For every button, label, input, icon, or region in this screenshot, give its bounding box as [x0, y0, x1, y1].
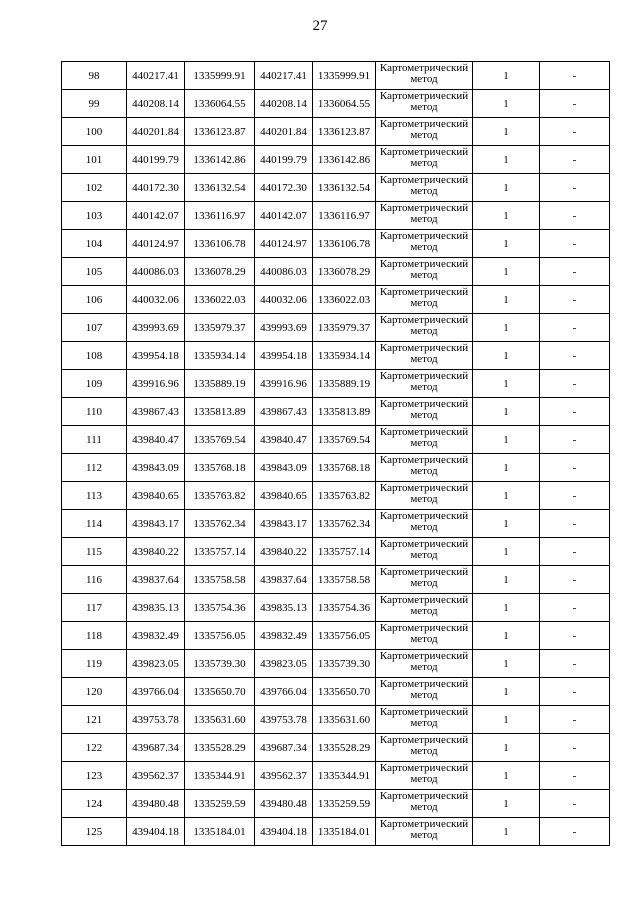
- accuracy-cell: 1: [473, 622, 540, 650]
- point-number-cell: 116: [62, 566, 127, 594]
- description-cell: -: [540, 286, 610, 314]
- accuracy-cell: 1: [473, 342, 540, 370]
- method-cell: Картометрический метод: [376, 818, 473, 846]
- table-row: [62, 230, 610, 258]
- y-existing-cell: 1335631.60: [185, 706, 255, 734]
- table-row: [62, 62, 610, 90]
- description-cell: -: [540, 426, 610, 454]
- coordinates-table: [61, 61, 610, 846]
- table-row: [62, 370, 610, 398]
- description-cell: -: [540, 174, 610, 202]
- accuracy-cell: 1: [473, 314, 540, 342]
- point-number-cell: 113: [62, 482, 127, 510]
- y-new-cell: 1336064.55: [313, 90, 376, 118]
- y-existing-cell: 1336022.03: [185, 286, 255, 314]
- description-cell: -: [540, 62, 610, 90]
- table-row: [62, 454, 610, 482]
- point-number-cell: 114: [62, 510, 127, 538]
- y-new-cell: 1336132.54: [313, 174, 376, 202]
- y-existing-cell: 1335757.14: [185, 538, 255, 566]
- y-existing-cell: 1335762.34: [185, 510, 255, 538]
- y-existing-cell: 1335650.70: [185, 678, 255, 706]
- x-existing-cell: 439687.34: [127, 734, 185, 762]
- x-new-cell: 439832.49: [255, 622, 313, 650]
- x-existing-cell: 439843.17: [127, 510, 185, 538]
- description-cell: -: [540, 790, 610, 818]
- x-new-cell: 440208.14: [255, 90, 313, 118]
- description-cell: -: [540, 370, 610, 398]
- method-cell: Картометрический метод: [376, 314, 473, 342]
- x-new-cell: 439916.96: [255, 370, 313, 398]
- x-existing-cell: 440172.30: [127, 174, 185, 202]
- x-new-cell: 439687.34: [255, 734, 313, 762]
- x-new-cell: 439837.64: [255, 566, 313, 594]
- y-existing-cell: 1335758.58: [185, 566, 255, 594]
- accuracy-cell: 1: [473, 426, 540, 454]
- point-number-cell: 110: [62, 398, 127, 426]
- x-existing-cell: 439954.18: [127, 342, 185, 370]
- point-number-cell: 102: [62, 174, 127, 202]
- description-cell: -: [540, 342, 610, 370]
- accuracy-cell: 1: [473, 510, 540, 538]
- description-cell: -: [540, 314, 610, 342]
- x-existing-cell: 439480.48: [127, 790, 185, 818]
- y-new-cell: 1336123.87: [313, 118, 376, 146]
- x-new-cell: 439835.13: [255, 594, 313, 622]
- method-cell: Картометрический метод: [376, 594, 473, 622]
- table-row: [62, 734, 610, 762]
- point-number-cell: 108: [62, 342, 127, 370]
- table-row: [62, 678, 610, 706]
- accuracy-cell: 1: [473, 594, 540, 622]
- y-new-cell: 1335259.59: [313, 790, 376, 818]
- table-row: [62, 790, 610, 818]
- y-new-cell: 1335344.91: [313, 762, 376, 790]
- y-existing-cell: 1335769.54: [185, 426, 255, 454]
- accuracy-cell: 1: [473, 482, 540, 510]
- x-existing-cell: 439837.64: [127, 566, 185, 594]
- y-existing-cell: 1335768.18: [185, 454, 255, 482]
- method-cell: Картометрический метод: [376, 342, 473, 370]
- point-number-cell: 101: [62, 146, 127, 174]
- y-existing-cell: 1336142.86: [185, 146, 255, 174]
- table-row: [62, 174, 610, 202]
- y-new-cell: 1335756.05: [313, 622, 376, 650]
- y-new-cell: 1335763.82: [313, 482, 376, 510]
- x-existing-cell: 439832.49: [127, 622, 185, 650]
- y-new-cell: 1335739.30: [313, 650, 376, 678]
- x-new-cell: 439404.18: [255, 818, 313, 846]
- point-number-cell: 117: [62, 594, 127, 622]
- y-existing-cell: 1335979.37: [185, 314, 255, 342]
- method-cell: Картометрический метод: [376, 426, 473, 454]
- y-existing-cell: 1335999.91: [185, 62, 255, 90]
- description-cell: -: [540, 398, 610, 426]
- method-cell: Картометрический метод: [376, 286, 473, 314]
- point-number-cell: 98: [62, 62, 127, 90]
- accuracy-cell: 1: [473, 258, 540, 286]
- x-existing-cell: 439993.69: [127, 314, 185, 342]
- point-number-cell: 121: [62, 706, 127, 734]
- method-cell: Картометрический метод: [376, 678, 473, 706]
- table-row: [62, 426, 610, 454]
- y-new-cell: 1335889.19: [313, 370, 376, 398]
- table-row: [62, 650, 610, 678]
- point-number-cell: 120: [62, 678, 127, 706]
- y-new-cell: 1335757.14: [313, 538, 376, 566]
- y-new-cell: 1335934.14: [313, 342, 376, 370]
- method-cell: Картометрический метод: [376, 90, 473, 118]
- y-new-cell: 1336116.97: [313, 202, 376, 230]
- x-new-cell: 440201.84: [255, 118, 313, 146]
- y-new-cell: 1335650.70: [313, 678, 376, 706]
- x-new-cell: 440217.41: [255, 62, 313, 90]
- x-existing-cell: 439843.09: [127, 454, 185, 482]
- x-existing-cell: 439835.13: [127, 594, 185, 622]
- method-cell: Картометрический метод: [376, 510, 473, 538]
- y-existing-cell: 1335754.36: [185, 594, 255, 622]
- method-cell: Картометрический метод: [376, 202, 473, 230]
- y-existing-cell: 1336106.78: [185, 230, 255, 258]
- y-new-cell: 1335768.18: [313, 454, 376, 482]
- y-new-cell: 1336022.03: [313, 286, 376, 314]
- accuracy-cell: 1: [473, 370, 540, 398]
- x-existing-cell: 440124.97: [127, 230, 185, 258]
- description-cell: -: [540, 678, 610, 706]
- x-new-cell: 439993.69: [255, 314, 313, 342]
- point-number-cell: 100: [62, 118, 127, 146]
- x-existing-cell: 440199.79: [127, 146, 185, 174]
- description-cell: -: [540, 594, 610, 622]
- x-existing-cell: 439840.65: [127, 482, 185, 510]
- x-existing-cell: 439753.78: [127, 706, 185, 734]
- x-new-cell: 440032.06: [255, 286, 313, 314]
- description-cell: -: [540, 230, 610, 258]
- point-number-cell: 111: [62, 426, 127, 454]
- point-number-cell: 119: [62, 650, 127, 678]
- method-cell: Картометрический метод: [376, 146, 473, 174]
- accuracy-cell: 1: [473, 678, 540, 706]
- accuracy-cell: 1: [473, 202, 540, 230]
- y-existing-cell: 1336123.87: [185, 118, 255, 146]
- table-row: [62, 202, 610, 230]
- x-new-cell: 439562.37: [255, 762, 313, 790]
- accuracy-cell: 1: [473, 790, 540, 818]
- accuracy-cell: 1: [473, 146, 540, 174]
- y-new-cell: 1335979.37: [313, 314, 376, 342]
- x-existing-cell: 439916.96: [127, 370, 185, 398]
- y-new-cell: 1336142.86: [313, 146, 376, 174]
- y-existing-cell: 1336078.29: [185, 258, 255, 286]
- table-row: [62, 510, 610, 538]
- accuracy-cell: 1: [473, 454, 540, 482]
- point-number-cell: 99: [62, 90, 127, 118]
- point-number-cell: 112: [62, 454, 127, 482]
- table-row: [62, 342, 610, 370]
- method-cell: Картометрический метод: [376, 650, 473, 678]
- y-new-cell: 1335813.89: [313, 398, 376, 426]
- point-number-cell: 123: [62, 762, 127, 790]
- accuracy-cell: 1: [473, 230, 540, 258]
- point-number-cell: 115: [62, 538, 127, 566]
- method-cell: Картометрический метод: [376, 762, 473, 790]
- y-new-cell: 1335754.36: [313, 594, 376, 622]
- x-existing-cell: 440142.07: [127, 202, 185, 230]
- x-new-cell: 440142.07: [255, 202, 313, 230]
- x-new-cell: 439753.78: [255, 706, 313, 734]
- accuracy-cell: 1: [473, 818, 540, 846]
- description-cell: -: [540, 146, 610, 174]
- accuracy-cell: 1: [473, 538, 540, 566]
- table-row: [62, 258, 610, 286]
- point-number-cell: 105: [62, 258, 127, 286]
- point-number-cell: 125: [62, 818, 127, 846]
- x-existing-cell: 439867.43: [127, 398, 185, 426]
- description-cell: -: [540, 818, 610, 846]
- accuracy-cell: 1: [473, 62, 540, 90]
- description-cell: -: [540, 650, 610, 678]
- y-existing-cell: 1335763.82: [185, 482, 255, 510]
- x-existing-cell: 439562.37: [127, 762, 185, 790]
- y-new-cell: 1335769.54: [313, 426, 376, 454]
- description-cell: -: [540, 454, 610, 482]
- x-existing-cell: 440217.41: [127, 62, 185, 90]
- x-existing-cell: 440201.84: [127, 118, 185, 146]
- y-existing-cell: 1335934.14: [185, 342, 255, 370]
- table-row: [62, 482, 610, 510]
- description-cell: -: [540, 538, 610, 566]
- method-cell: Картометрический метод: [376, 566, 473, 594]
- x-new-cell: 439480.48: [255, 790, 313, 818]
- description-cell: -: [540, 510, 610, 538]
- accuracy-cell: 1: [473, 398, 540, 426]
- x-new-cell: 439843.17: [255, 510, 313, 538]
- point-number-cell: 107: [62, 314, 127, 342]
- y-existing-cell: 1335739.30: [185, 650, 255, 678]
- y-new-cell: 1335762.34: [313, 510, 376, 538]
- point-number-cell: 124: [62, 790, 127, 818]
- description-cell: -: [540, 762, 610, 790]
- method-cell: Картометрический метод: [376, 370, 473, 398]
- y-new-cell: 1335528.29: [313, 734, 376, 762]
- description-cell: -: [540, 118, 610, 146]
- table-row: [62, 90, 610, 118]
- method-cell: Картометрический метод: [376, 174, 473, 202]
- table-row: [62, 538, 610, 566]
- y-existing-cell: 1335813.89: [185, 398, 255, 426]
- description-cell: -: [540, 202, 610, 230]
- y-existing-cell: 1335259.59: [185, 790, 255, 818]
- accuracy-cell: 1: [473, 566, 540, 594]
- accuracy-cell: 1: [473, 762, 540, 790]
- x-new-cell: 439840.65: [255, 482, 313, 510]
- point-number-cell: 104: [62, 230, 127, 258]
- description-cell: -: [540, 566, 610, 594]
- table-body: [62, 62, 610, 846]
- description-cell: -: [540, 482, 610, 510]
- x-new-cell: 440199.79: [255, 146, 313, 174]
- point-number-cell: 118: [62, 622, 127, 650]
- accuracy-cell: 1: [473, 734, 540, 762]
- y-new-cell: 1335999.91: [313, 62, 376, 90]
- x-new-cell: 439867.43: [255, 398, 313, 426]
- y-new-cell: 1336078.29: [313, 258, 376, 286]
- x-new-cell: 440124.97: [255, 230, 313, 258]
- point-number-cell: 122: [62, 734, 127, 762]
- x-new-cell: 439840.47: [255, 426, 313, 454]
- y-existing-cell: 1336132.54: [185, 174, 255, 202]
- table-row: [62, 286, 610, 314]
- y-existing-cell: 1335344.91: [185, 762, 255, 790]
- y-new-cell: 1335758.58: [313, 566, 376, 594]
- x-new-cell: 440086.03: [255, 258, 313, 286]
- table-row: [62, 314, 610, 342]
- description-cell: -: [540, 734, 610, 762]
- accuracy-cell: 1: [473, 286, 540, 314]
- method-cell: Картометрический метод: [376, 454, 473, 482]
- description-cell: -: [540, 622, 610, 650]
- x-new-cell: 439843.09: [255, 454, 313, 482]
- table-row: [62, 146, 610, 174]
- y-new-cell: 1336106.78: [313, 230, 376, 258]
- table-row: [62, 398, 610, 426]
- x-existing-cell: 440208.14: [127, 90, 185, 118]
- x-new-cell: 439954.18: [255, 342, 313, 370]
- y-existing-cell: 1335184.01: [185, 818, 255, 846]
- y-new-cell: 1335631.60: [313, 706, 376, 734]
- x-existing-cell: 439840.47: [127, 426, 185, 454]
- point-number-cell: 106: [62, 286, 127, 314]
- table-row: [62, 818, 610, 846]
- method-cell: Картометрический метод: [376, 62, 473, 90]
- x-existing-cell: 439766.04: [127, 678, 185, 706]
- method-cell: Картометрический метод: [376, 734, 473, 762]
- table-row: [62, 594, 610, 622]
- table-row: [62, 762, 610, 790]
- x-new-cell: 439823.05: [255, 650, 313, 678]
- point-number-cell: 109: [62, 370, 127, 398]
- method-cell: Картометрический метод: [376, 482, 473, 510]
- method-cell: Картометрический метод: [376, 398, 473, 426]
- table-row: [62, 566, 610, 594]
- accuracy-cell: 1: [473, 650, 540, 678]
- method-cell: Картометрический метод: [376, 706, 473, 734]
- x-new-cell: 440172.30: [255, 174, 313, 202]
- method-cell: Картометрический метод: [376, 118, 473, 146]
- accuracy-cell: 1: [473, 118, 540, 146]
- description-cell: -: [540, 90, 610, 118]
- accuracy-cell: 1: [473, 90, 540, 118]
- method-cell: Картометрический метод: [376, 230, 473, 258]
- x-new-cell: 439840.22: [255, 538, 313, 566]
- y-new-cell: 1335184.01: [313, 818, 376, 846]
- method-cell: Картометрический метод: [376, 790, 473, 818]
- x-existing-cell: 440086.03: [127, 258, 185, 286]
- description-cell: -: [540, 258, 610, 286]
- table-row: [62, 706, 610, 734]
- y-existing-cell: 1335756.05: [185, 622, 255, 650]
- method-cell: Картометрический метод: [376, 258, 473, 286]
- x-existing-cell: 439823.05: [127, 650, 185, 678]
- y-existing-cell: 1335889.19: [185, 370, 255, 398]
- table-row: [62, 118, 610, 146]
- table-row: [62, 622, 610, 650]
- page-number: 27: [312, 18, 328, 34]
- x-existing-cell: 440032.06: [127, 286, 185, 314]
- y-existing-cell: 1336116.97: [185, 202, 255, 230]
- method-cell: Картометрический метод: [376, 622, 473, 650]
- x-new-cell: 439766.04: [255, 678, 313, 706]
- x-existing-cell: 439840.22: [127, 538, 185, 566]
- description-cell: -: [540, 706, 610, 734]
- accuracy-cell: 1: [473, 706, 540, 734]
- y-existing-cell: 1336064.55: [185, 90, 255, 118]
- accuracy-cell: 1: [473, 174, 540, 202]
- y-existing-cell: 1335528.29: [185, 734, 255, 762]
- point-number-cell: 103: [62, 202, 127, 230]
- method-cell: Картометрический метод: [376, 538, 473, 566]
- x-existing-cell: 439404.18: [127, 818, 185, 846]
